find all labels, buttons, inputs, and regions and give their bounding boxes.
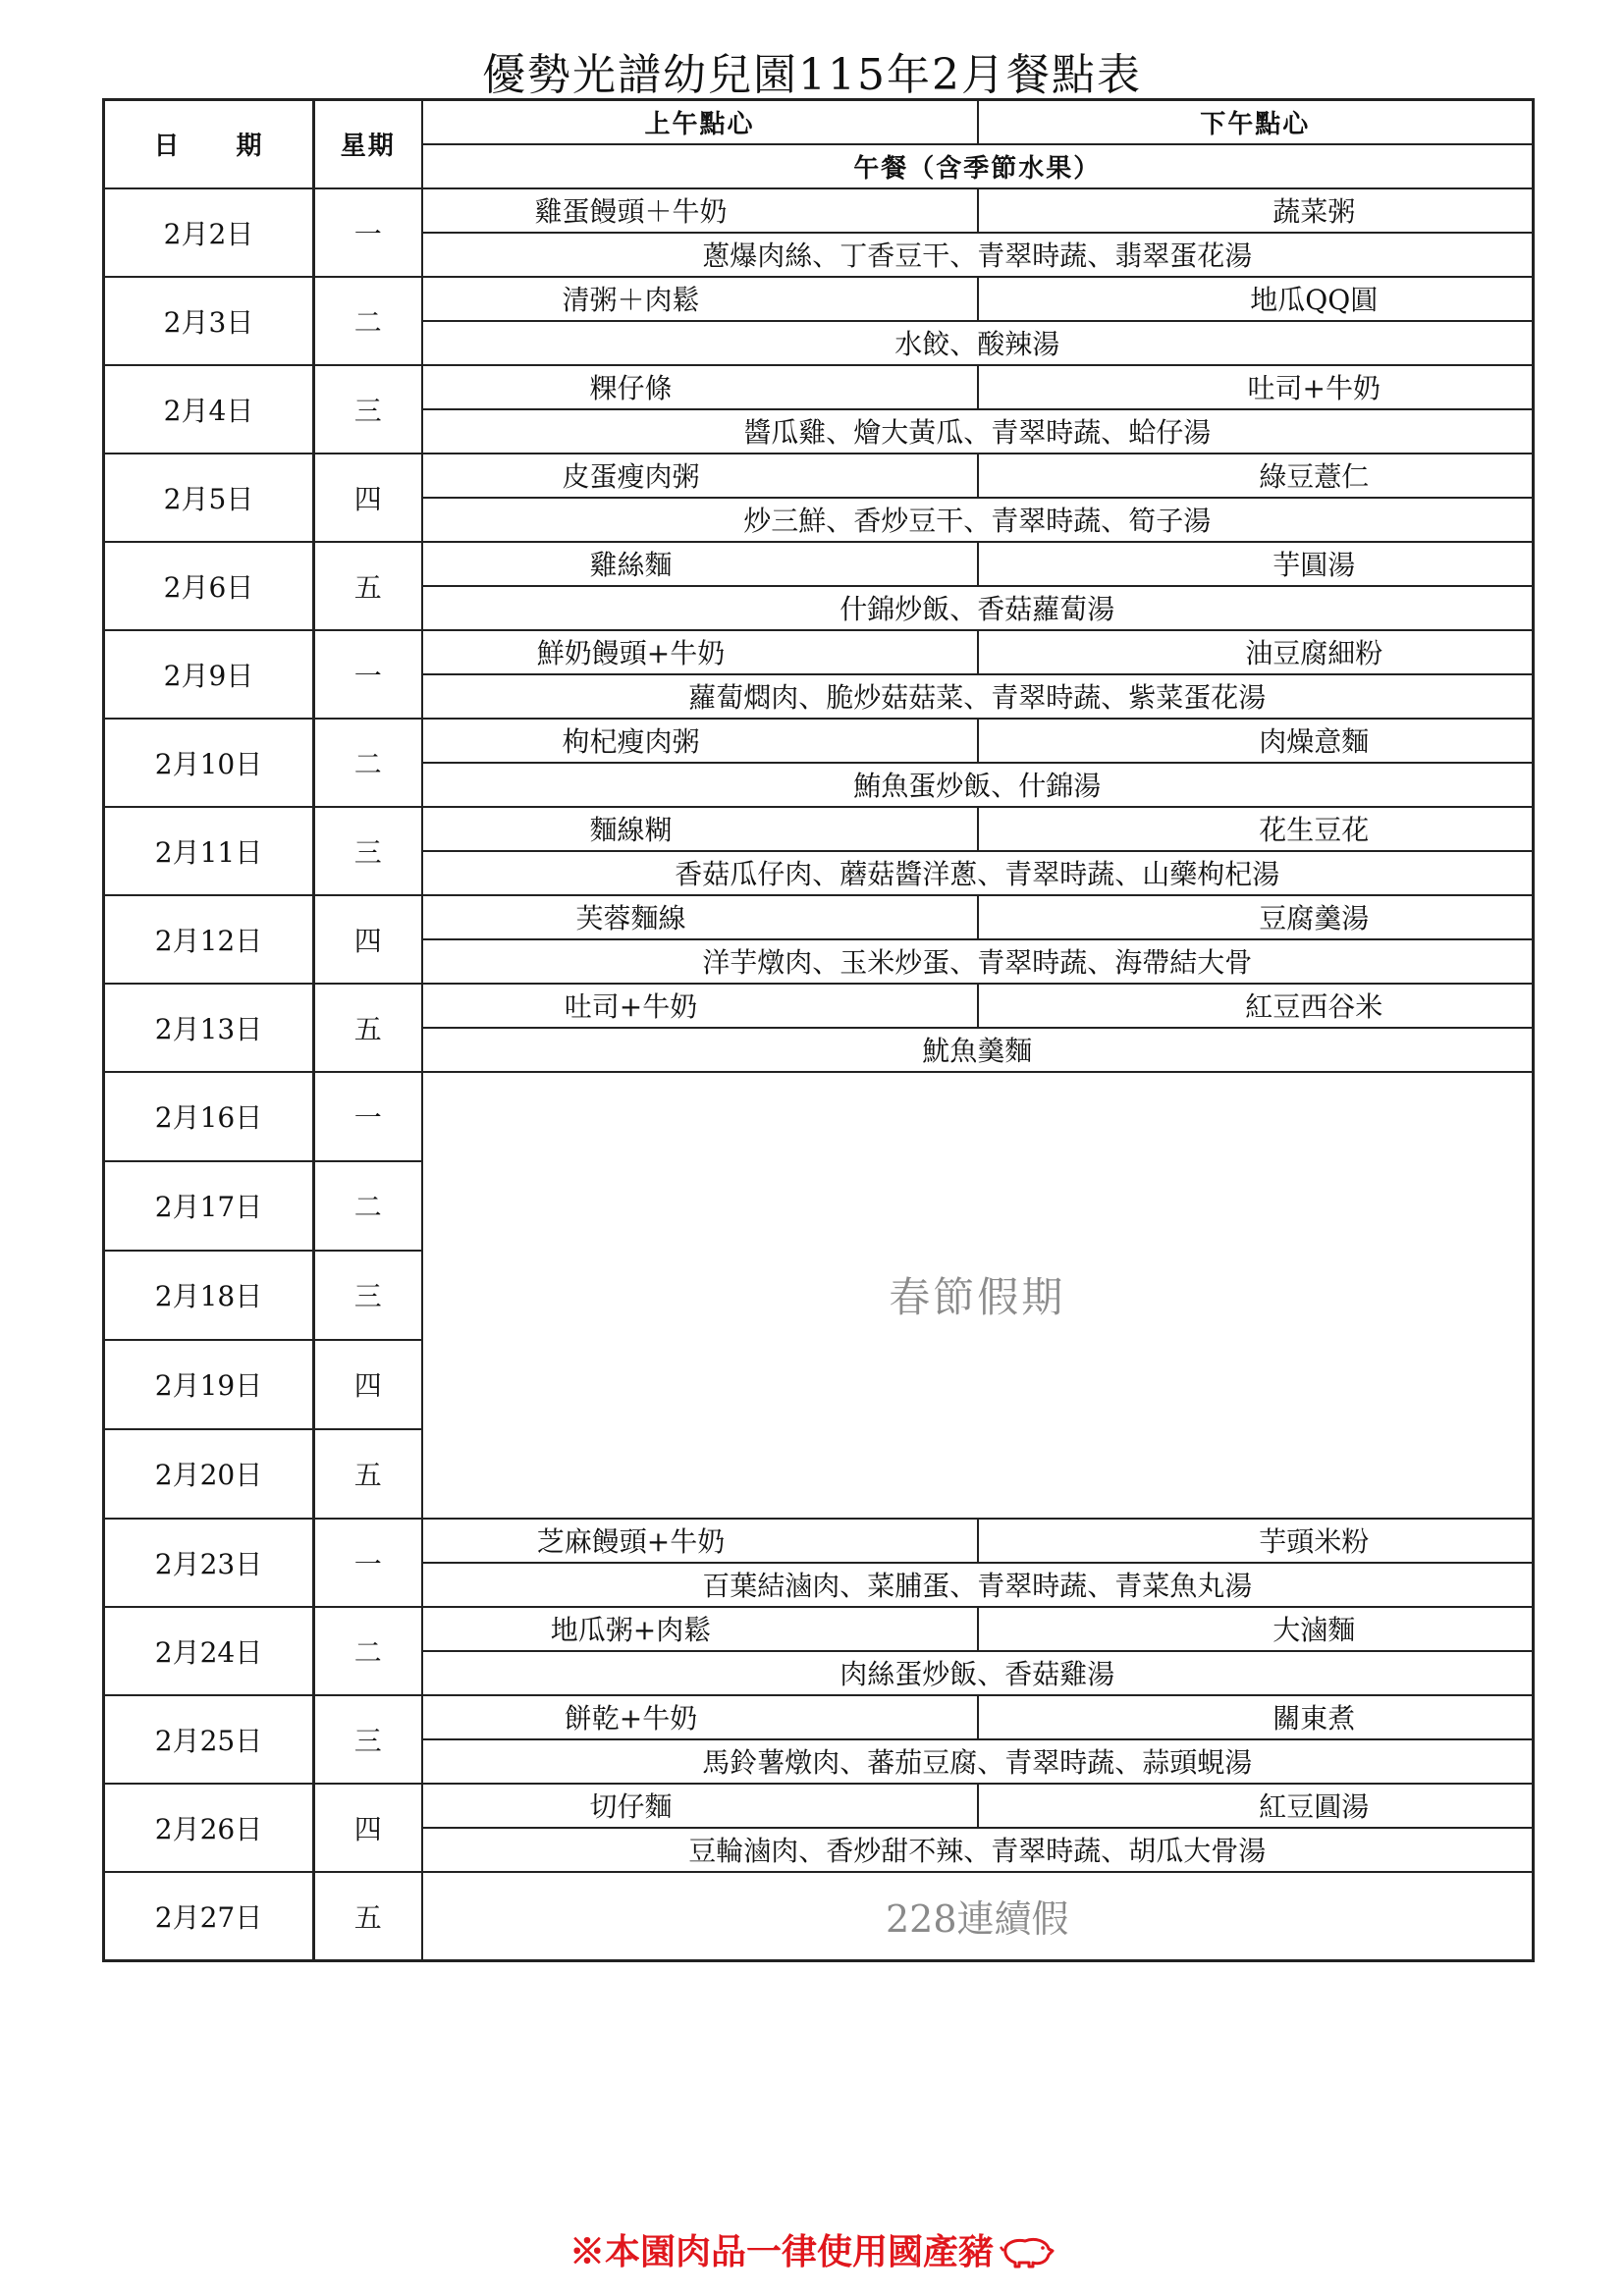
weekday-cell: 二 [314,719,422,807]
date-cell: 2月25日 [104,1695,314,1784]
lunch-cell: 魷魚羹麵 [422,1028,1534,1072]
weekday-cell: 一 [314,630,422,719]
menu-row [104,719,1534,763]
weekday-cell: 三 [314,1695,422,1784]
am-snack-cell: 餅乾+牛奶 [422,1695,978,1739]
date-cell: 2月5日 [104,454,314,542]
menu-row [104,188,1534,233]
footer-note [0,2224,1624,2277]
menu-row [104,807,1534,851]
pm-snack-cell: 花生豆花 [978,807,1534,851]
date-cell: 2月18日 [104,1251,314,1340]
lunch-cell: 蘿蔔燜肉、脆炒菇菇菜、青翠時蔬、紫菜蛋花湯 [422,674,1534,719]
date-cell: 2月10日 [104,719,314,807]
weekday-cell: 一 [314,1519,422,1607]
holiday-228-cell: 228連續假 [422,1872,1534,1961]
date-cell: 2月9日 [104,630,314,719]
lunch-cell: 馬鈴薯燉肉、蕃茄豆腐、青翠時蔬、蒜頭蜆湯 [422,1739,1534,1784]
menu-row [104,984,1534,1028]
weekday-cell: 一 [314,1072,422,1161]
footer-text: ※本園肉品一律使用國產豬 [568,2231,994,2272]
menu-row [104,1784,1534,1828]
lunch-cell: 什錦炒飯、香菇蘿蔔湯 [422,586,1534,630]
pm-snack-cell: 紅豆西谷米 [978,984,1534,1028]
pm-snack-cell: 綠豆薏仁 [978,454,1534,498]
menu-row [104,895,1534,939]
date-cell: 2月6日 [104,542,314,630]
header-weekday: 星期 [314,100,422,188]
weekday-cell: 二 [314,1607,422,1695]
lunch-cell: 百葉結滷肉、菜脯蛋、青翠時蔬、青菜魚丸湯 [422,1563,1534,1607]
am-snack-cell: 鮮奶饅頭+牛奶 [422,630,978,674]
pm-snack-cell: 油豆腐細粉 [978,630,1534,674]
menu-row [104,365,1534,409]
lunch-cell: 香菇瓜仔肉、蘑菇醬洋蔥、青翠時蔬、山藥枸杞湯 [422,851,1534,895]
weekday-cell: 五 [314,542,422,630]
date-cell: 2月2日 [104,188,314,277]
header-am-snack: 上午點心 [422,100,978,144]
menu-row [104,1695,1534,1739]
date-cell: 2月26日 [104,1784,314,1872]
menu-row [104,454,1534,498]
header-pm-snack: 下午點心 [978,100,1534,144]
date-cell: 2月3日 [104,277,314,365]
lunch-cell: 豆輪滷肉、香炒甜不辣、青翠時蔬、胡瓜大骨湯 [422,1828,1534,1872]
header-date: 日 期 [104,100,314,188]
am-snack-cell: 枸杞瘦肉粥 [422,719,978,763]
lunch-cell: 洋芋燉肉、玉米炒蛋、青翠時蔬、海帶結大骨 [422,939,1534,984]
am-snack-cell: 芙蓉麵線 [422,895,978,939]
pm-snack-cell: 芋圓湯 [978,542,1534,586]
pm-snack-cell: 大滷麵 [978,1607,1534,1651]
pm-snack-cell: 豆腐羹湯 [978,895,1534,939]
am-snack-cell: 清粥＋肉鬆 [422,277,978,321]
spring-holiday-cell: 春節假期 [422,1072,1534,1519]
pm-snack-cell: 關東煮 [978,1695,1534,1739]
weekday-cell: 五 [314,984,422,1072]
date-cell: 2月11日 [104,807,314,895]
menu-table [102,98,1535,1962]
weekday-cell: 一 [314,188,422,277]
pm-snack-cell: 芋頭米粉 [978,1519,1534,1563]
pm-snack-cell: 紅豆圓湯 [978,1784,1534,1828]
pm-snack-cell: 地瓜QQ圓 [978,277,1534,321]
date-cell: 2月23日 [104,1519,314,1607]
menu-row [104,277,1534,321]
pm-snack-cell: 蔬菜粥 [978,188,1534,233]
weekday-cell: 四 [314,454,422,542]
am-snack-cell: 皮蛋瘦肉粥 [422,454,978,498]
weekday-cell: 三 [314,1251,422,1340]
date-cell: 2月12日 [104,895,314,984]
pig-icon [1000,2233,1055,2277]
lunch-cell: 水餃、酸辣湯 [422,321,1534,365]
weekday-cell: 二 [314,1161,422,1251]
am-snack-cell: 地瓜粥+肉鬆 [422,1607,978,1651]
date-cell: 2月16日 [104,1072,314,1161]
weekday-cell: 四 [314,1340,422,1429]
date-cell: 2月4日 [104,365,314,454]
menu-row [104,1519,1534,1563]
weekday-cell: 三 [314,365,422,454]
date-cell: 2月20日 [104,1429,314,1519]
lunch-cell: 肉絲蛋炒飯、香菇雞湯 [422,1651,1534,1695]
am-snack-cell: 粿仔條 [422,365,978,409]
weekday-cell: 五 [314,1872,422,1961]
lunch-cell: 鮪魚蛋炒飯、什錦湯 [422,763,1534,807]
page-title: 優勢光譜幼兒園115年2月餐點表 [482,50,1142,100]
am-snack-cell: 切仔麵 [422,1784,978,1828]
date-cell: 2月17日 [104,1161,314,1251]
menu-row [104,542,1534,586]
date-cell: 2月19日 [104,1340,314,1429]
weekday-cell: 二 [314,277,422,365]
lunch-cell: 炒三鮮、香炒豆干、青翠時蔬、筍子湯 [422,498,1534,542]
menu-row [104,1607,1534,1651]
am-snack-cell: 吐司+牛奶 [422,984,978,1028]
lunch-cell: 醬瓜雞、燴大黃瓜、青翠時蔬、蛤仔湯 [422,409,1534,454]
menu-row [104,1872,1534,1961]
am-snack-cell: 麵線糊 [422,807,978,851]
menu-row [104,1072,1534,1161]
date-cell: 2月13日 [104,984,314,1072]
weekday-cell: 五 [314,1429,422,1519]
header-row [104,100,1534,144]
date-cell: 2月27日 [104,1872,314,1961]
pm-snack-cell: 吐司+牛奶 [978,365,1534,409]
weekday-cell: 四 [314,895,422,984]
pm-snack-cell: 肉燥意麵 [978,719,1534,763]
menu-row [104,630,1534,674]
date-cell: 2月24日 [104,1607,314,1695]
am-snack-cell: 雞蛋饅頭＋牛奶 [422,188,978,233]
am-snack-cell: 雞絲麵 [422,542,978,586]
weekday-cell: 四 [314,1784,422,1872]
lunch-cell: 蔥爆肉絲、丁香豆干、青翠時蔬、翡翠蛋花湯 [422,233,1534,277]
weekday-cell: 三 [314,807,422,895]
header-lunch: 午餐（含季節水果） [422,144,1534,188]
am-snack-cell: 芝麻饅頭+牛奶 [422,1519,978,1563]
